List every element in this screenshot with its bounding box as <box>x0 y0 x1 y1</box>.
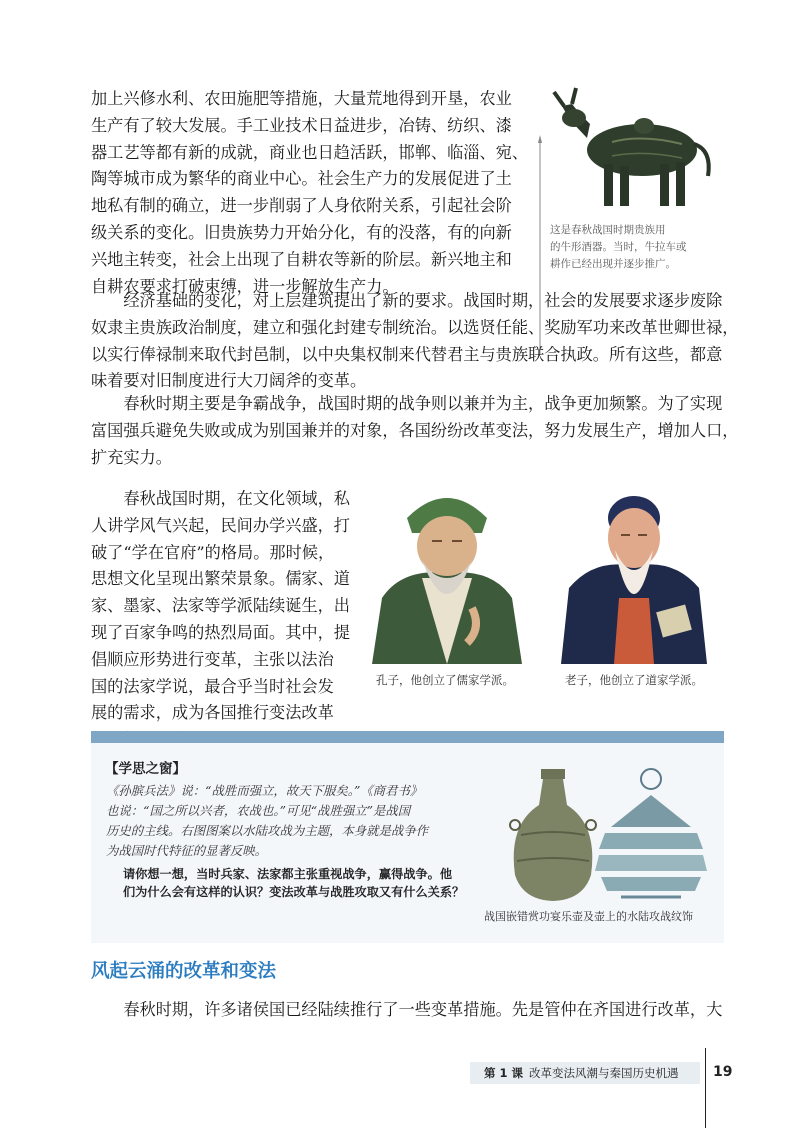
text-line: 历史的主线。右图图案以水陆攻战为主题，本身就是战争作 <box>106 823 429 838</box>
text-line: 家、墨家、法家等学派陆续诞生，出 <box>91 596 350 616</box>
text-line: 富国强兵避免失败或成为别国兼并的对象，各国纷纷改革变法，努力发展生产，增加人口， <box>91 420 739 440</box>
text-line: 春秋时期，许多诸侯国已经陆续推行了一些变革措施。先是管仲在齐国进行改革，大 <box>91 1000 723 1019</box>
lesson-title: 改革变法风潮与秦国历史机遇 <box>529 1066 679 1080</box>
text-line: 春秋战国时期，在文化领域，私 <box>91 489 350 508</box>
caption-line: 耕作已经出现并逐步推广。 <box>550 258 676 270</box>
battle-pattern-image <box>591 767 711 907</box>
text-line: 展的需求，成为各国推行变法改革 <box>91 703 334 723</box>
box-image-caption: 战国嵌错赏功宴乐壶及壶上的水陆攻战纹饰 <box>484 910 693 923</box>
box-text <box>106 781 494 861</box>
study-window-box <box>91 731 724 943</box>
lesson-number: 第 1 课 <box>484 1066 524 1080</box>
laozi-portrait <box>549 478 719 664</box>
text-line: 级关系的变化。旧贵族势力开始分化，有的没落，有的向新 <box>91 222 512 242</box>
text-line: 陶等城市成为繁华的商业中心。社会生产力的发展促进了土 <box>91 169 512 189</box>
text-line: 地私有制的确立，进一步削弱了人身依附关系，引起社会阶 <box>91 196 512 216</box>
footer-lesson-title <box>484 1065 679 1081</box>
text-line: 倡顺应形势进行变革，主张以法治 <box>91 649 334 669</box>
paragraph-warfare <box>91 391 739 471</box>
text-line: 加上兴修水利、农田施肥等措施，大量荒地得到开垦，农业 <box>91 89 512 108</box>
text-line: 为战国时代特征的显著反映。 <box>106 843 268 858</box>
paragraph-culture <box>91 486 356 754</box>
footer-divider <box>705 1048 706 1128</box>
text-line: 经济基础的变化，对上层建筑提出了新的要求。战国时期，社会的发展要求逐步废除 <box>91 291 723 310</box>
ox-vessel-figure <box>528 80 726 280</box>
ox-vessel-image <box>542 80 726 220</box>
paragraph-agriculture <box>91 86 529 300</box>
text-line: 《孙膑兵法》说：“战胜而强立，故天下服矣。”《商君书》 <box>106 783 423 798</box>
caption-line: 这是春秋战国时期贵族用 <box>550 224 666 236</box>
bronze-vase-image <box>503 765 603 905</box>
text-line: 思想文化呈现出繁荣景象。儒家、道 <box>91 569 350 589</box>
text-line: 兴地主转变，社会上出现了自耕农等新的阶层。新兴地主和 <box>91 249 512 269</box>
text-line: 春秋时期主要是争霸战争，战国时期的战争则以兼并为主，战争更加频繁。为了实现 <box>91 394 723 413</box>
section-heading: 风起云涌的改革和变法 <box>91 961 277 982</box>
text-line: 生产有了较大发展。手工业技术日益进步，冶铸、纺织、漆 <box>91 115 512 135</box>
text-line: 器工艺等都有新的成就，商业也日趋活跃，邯郸、临淄、宛、 <box>91 142 529 162</box>
text-line: 以实行俸禄制来取代封邑制，以中央集权制来代替君主与贵族联合执政。所有这些，都意 <box>91 344 723 364</box>
page-number: 19 <box>713 1064 733 1080</box>
text-line: 人讲学风气兴起，民间办学兴盛，打 <box>91 515 350 535</box>
confucius-caption: 孔子，他创立了儒家学派。 <box>376 673 514 687</box>
laozi-caption: 老子，他创立了道家学派。 <box>565 673 703 687</box>
text-line: 国的法家学说，最合乎当时社会发 <box>91 676 334 696</box>
text-line: 味着要对旧制度进行大刀阔斧的变革。 <box>91 371 367 391</box>
text-line: 奴隶主贵族政治制度，建立和强化封建专制统治。以选贤任能、奖励军功来改革世卿世禄， <box>91 317 739 337</box>
text-line: 现了百家争鸣的热烈局面。其中，提 <box>91 622 350 642</box>
paragraph-reform <box>91 997 725 1024</box>
box-title: 【学思之窗】 <box>105 761 186 777</box>
text-line: 们为什么会有这样的认识？变法改革与战胜攻取又有什么关系？ <box>123 885 465 899</box>
box-question <box>123 865 503 901</box>
confucius-portrait <box>362 478 532 664</box>
ox-vessel-caption <box>550 222 728 273</box>
text-line: 扩充实力。 <box>91 447 172 467</box>
text-line: 破了“学在官府”的格局。那时候， <box>91 542 335 562</box>
paragraph-superstructure <box>91 288 739 395</box>
text-line: 也说：“国之所以兴者，农战也。”可见“战胜强立”是战国 <box>106 803 411 818</box>
text-line: 自耕农要求打破束缚，进一步解放生产力。 <box>91 276 399 296</box>
text-line: 请你想一想，当时兵家、法家都主张重视战争，赢得战争。他 <box>123 867 453 881</box>
caption-line: 的牛形酒器。当时，牛拉车或 <box>550 241 687 253</box>
